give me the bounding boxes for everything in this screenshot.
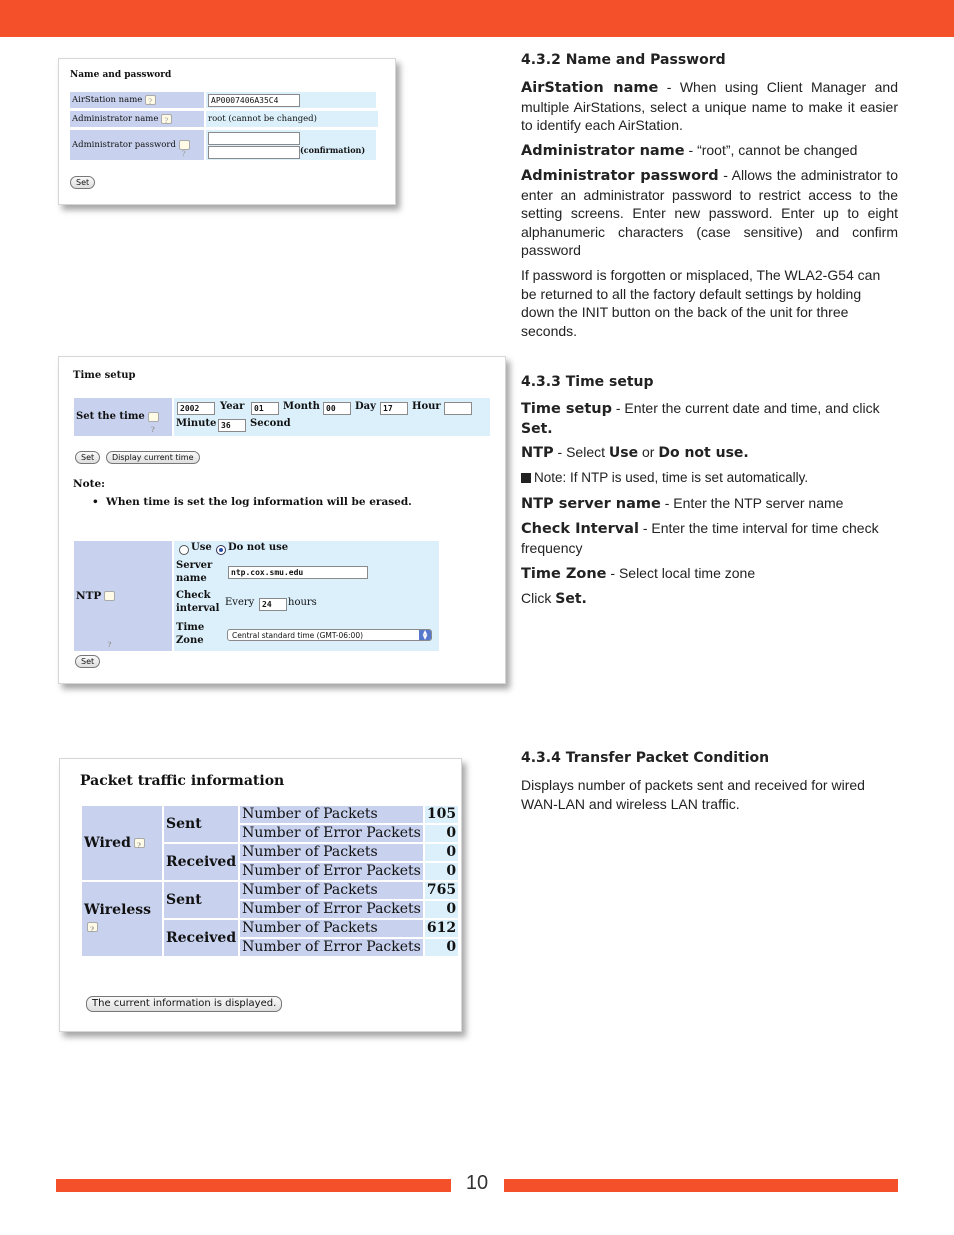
admin-name-label: Administrator name? — [70, 111, 204, 127]
admin-password-desc: Administrator password - Allows the administrator to enter an administrator password to restrict access to the setting screens. Enter new password. Enter up to eight alphanumeric characters (case sensitive) and confirm password — [521, 167, 898, 259]
do-not-use-label: Do not use — [228, 542, 289, 553]
section-heading-4-3-3: 4.3.3 Time setup — [521, 374, 654, 390]
do-not-use-radio[interactable] — [216, 545, 226, 555]
airstation-name-cell — [206, 92, 376, 108]
time-zone-desc: Time Zone - Select local time zone — [521, 565, 756, 582]
num-packets-label: Number of Packets — [240, 920, 423, 937]
click-set-line: Click Set. — [521, 590, 587, 607]
ntp-cell — [174, 541, 439, 651]
num-error-label: Number of Error Packets — [242, 863, 421, 879]
help-icon[interactable] — [87, 922, 98, 932]
note-label: Note: — [73, 478, 106, 490]
wired-sent-packets: 105 — [426, 806, 457, 822]
hour-input[interactable]: 17 — [380, 402, 408, 415]
airstation-name-label: AirStation name? — [70, 92, 204, 108]
minute-input[interactable]: 36 — [218, 419, 246, 432]
table-row — [82, 806, 458, 823]
help-icon[interactable] — [104, 591, 115, 601]
day-label: Day — [355, 401, 376, 412]
time-setup-desc: Time setup - Enter the current date and time, and click Set. — [521, 400, 880, 437]
every-label: Every — [225, 597, 255, 608]
packet-traffic-panel — [59, 758, 462, 1032]
ntp-desc: NTP - Select Use or Do not use. — [521, 444, 749, 461]
help-icon[interactable] — [148, 412, 159, 422]
admin-name-desc: Administrator name - “root”, cannot be changed — [521, 142, 858, 159]
name-password-panel — [58, 58, 396, 205]
month-input[interactable]: 01 — [251, 402, 279, 415]
section-heading-4-3-4: 4.3.4 Transfer Packet Condition — [521, 750, 770, 766]
page-number: 10 — [465, 1172, 489, 1194]
display-current-time-button[interactable]: Display current time — [106, 451, 200, 464]
set-ntp-button[interactable]: Set — [75, 655, 100, 668]
top-accent-bar — [0, 0, 954, 37]
admin-password-label: Administrator password? — [70, 130, 204, 160]
ntp-note: Note: If NTP is used, time is set automatically. — [521, 469, 898, 488]
set-time-label: Set the time? — [74, 398, 172, 436]
month-label: Month — [283, 401, 320, 412]
ntp-label: NTP? — [74, 541, 172, 651]
table-row — [82, 882, 458, 899]
hour-extra-input[interactable] — [444, 402, 472, 415]
day-input[interactable]: 00 — [323, 402, 351, 415]
set-button[interactable]: Set — [70, 176, 95, 189]
footer-bar-right — [504, 1179, 898, 1192]
admin-password-input[interactable] — [208, 132, 300, 145]
note-bullet: • When time is set the log information will be erased. — [92, 496, 412, 508]
packet-table — [80, 804, 460, 958]
admin-name-value: root (cannot be changed) — [208, 114, 317, 124]
interval-input[interactable]: 24 — [259, 598, 287, 611]
forgot-password-para: If password is forgotten or misplaced, The WLA2-G54 can be returned to all the factory default settings by holding down the INIT button on the back of the unit for three seconds. — [521, 267, 881, 339]
set-time-cell — [174, 398, 490, 436]
received-label: Received — [164, 844, 238, 880]
received-label: Received — [164, 920, 238, 956]
check-interval-label: Check interval — [176, 590, 220, 614]
second-label: Second — [250, 418, 291, 429]
admin-name-cell — [206, 111, 378, 127]
admin-password-confirm-input[interactable] — [208, 146, 300, 159]
wireless-recv-errors: 0 — [425, 939, 458, 956]
wired-sent-errors: 0 — [425, 825, 458, 842]
panel-title: Name and password — [70, 70, 172, 80]
wireless-sent-errors: 0 — [425, 901, 458, 918]
time-zone-value: Central standard time (GMT-06:00) — [232, 631, 364, 640]
num-packets-label: Number of Packets — [240, 806, 423, 823]
sent-label: Sent — [164, 882, 238, 918]
server-name-input[interactable]: ntp.cox.smu.edu — [228, 566, 368, 579]
packet-desc: Displays number of packets sent and received for wired WAN-LAN and wireless LAN traffic. — [521, 777, 865, 812]
hours-label: hours — [288, 597, 317, 608]
wired-label: Wired? — [82, 806, 162, 880]
time-setup-panel — [58, 356, 506, 684]
wireless-label: Wireless? — [82, 882, 162, 956]
num-packets-label: Number of Packets — [240, 844, 423, 861]
num-error-label: Number of Error Packets — [242, 939, 421, 955]
ntp-server-desc: NTP server name - Enter the NTP server name — [521, 495, 844, 512]
help-icon[interactable] — [145, 95, 156, 105]
confirmation-label: (confirmation) — [300, 145, 366, 155]
wireless-sent-packets: 765 — [426, 882, 457, 898]
use-label: Use — [191, 542, 212, 553]
num-packets-label: Number of Packets — [240, 882, 423, 899]
airstation-name-desc: AirStation name - When using Client Manager and multiple AirStations, select a unique name to make it easier to identify each AirStation. — [521, 79, 898, 134]
footer-bar-left — [56, 1179, 451, 1192]
panel-title: Packet traffic information — [80, 773, 285, 789]
year-input[interactable]: 2002 — [177, 402, 215, 415]
help-icon[interactable] — [179, 140, 190, 150]
current-info-button[interactable]: The current information is displayed. — [86, 996, 282, 1012]
chevron-updown-icon: ▲ ▼ — [419, 630, 431, 640]
square-bullet-icon — [521, 473, 531, 483]
minute-label: Minute — [176, 418, 217, 429]
check-interval-desc: Check Interval - Enter the time interval for time check frequency — [521, 520, 879, 556]
time-zone-label: Time Zone — [176, 622, 205, 646]
help-icon[interactable] — [134, 838, 145, 848]
wireless-recv-packets: 612 — [426, 920, 457, 936]
panel-title: Time setup — [73, 370, 136, 381]
num-error-label: Number of Error Packets — [242, 825, 421, 841]
section-heading-4-3-2: 4.3.2 Name and Password — [521, 52, 726, 68]
server-name-label: Server name — [176, 560, 213, 584]
set-time-button[interactable]: Set — [75, 451, 100, 464]
admin-password-cell — [206, 130, 376, 160]
airstation-name-input[interactable]: AP0007406A35C4 — [208, 94, 300, 107]
num-error-label: Number of Error Packets — [242, 901, 421, 917]
time-zone-select[interactable] — [227, 629, 432, 641]
sent-label: Sent — [164, 806, 238, 842]
year-label: Year — [220, 401, 245, 412]
wired-recv-errors: 0 — [425, 863, 458, 880]
help-icon[interactable] — [161, 114, 172, 124]
wired-recv-packets: 0 — [425, 844, 458, 861]
use-radio[interactable] — [179, 545, 189, 555]
hour-label: Hour — [412, 401, 441, 412]
